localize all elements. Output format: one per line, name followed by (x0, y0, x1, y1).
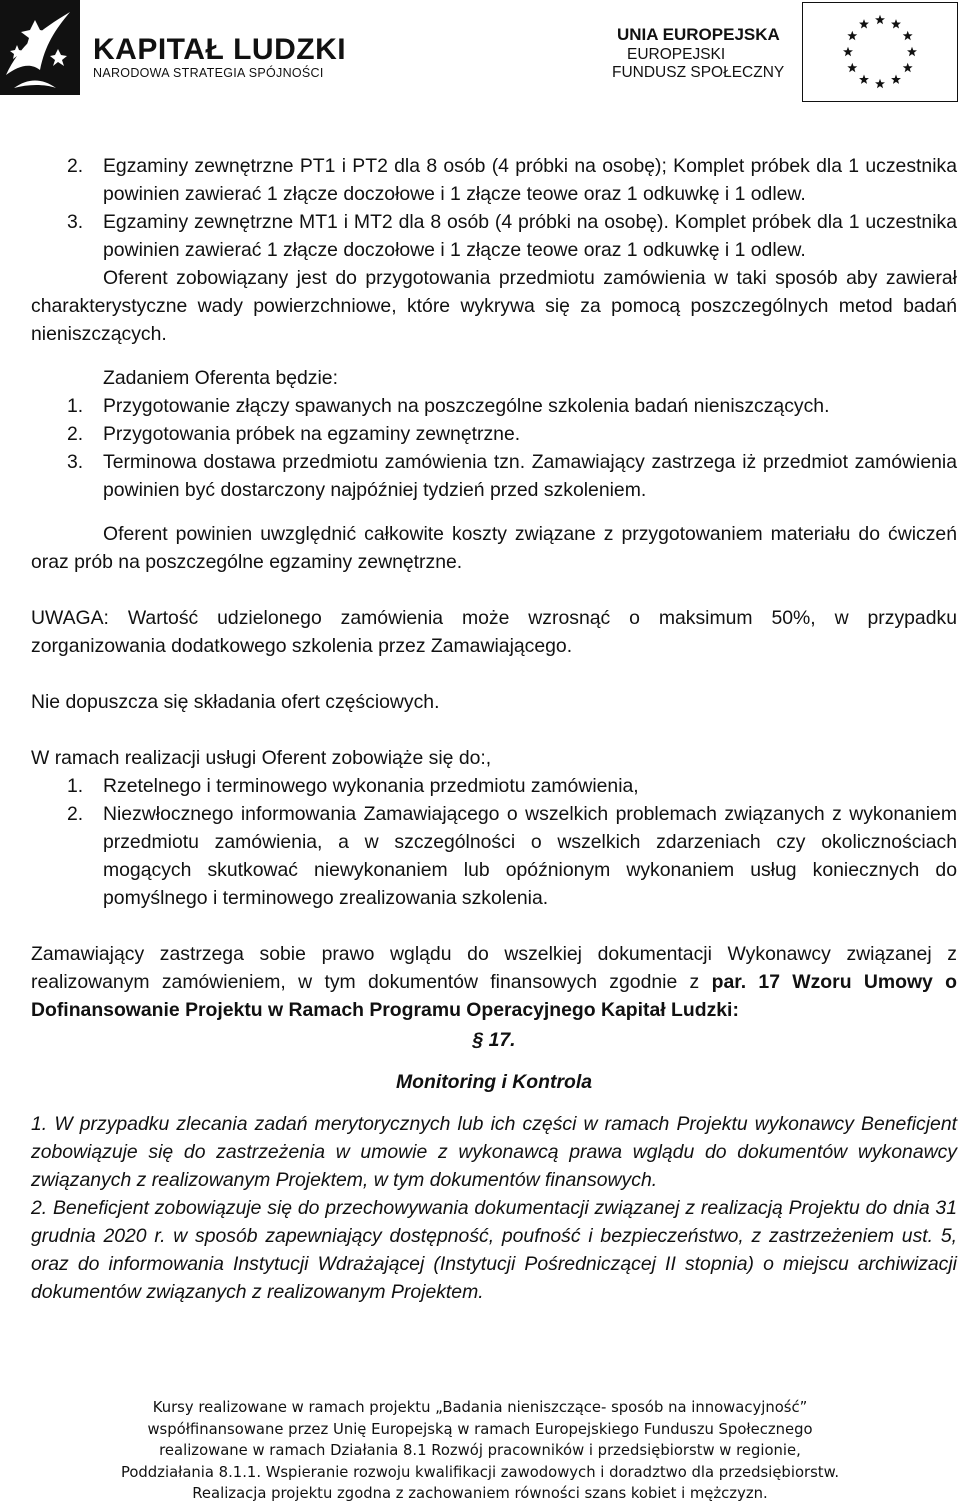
list-number: 2. (67, 423, 84, 445)
section-mark: § 17. (472, 1029, 516, 1051)
list-number: 2. (67, 803, 84, 825)
page-header (0, 0, 960, 120)
list-number: 3. (67, 211, 84, 233)
section-title: Monitoring i Kontrola (395, 1071, 593, 1093)
eu-fund-line1: EUROPEJSKI (627, 46, 726, 63)
costs-paragraph: Oferent powinien uwzględnić całkowite koszty związane z przygotowaniem materiału do ćwiczeń oraz prób na poszczególne egzaminy zewnętrzne. (31, 523, 957, 573)
list-number: 3. (67, 451, 84, 473)
tasks-heading: Zadaniem Oferenta będzie: (103, 367, 338, 389)
rights-text: Zamawiający zastrzega sobie prawo wglądu do wszelkiej dokumentacji Wykonawcy związanej z realizowanym zamówieniem, w tym dokumentów finansowych zgodnie z (31, 943, 957, 993)
list-text: Egzaminy zewnętrzne PT1 i PT2 dla 8 osób (4 próbki na osobę); Komplet próbek dla 1 uczestnika powinien zawierać 1 złącze doczołowe i 1 złącze teowe oraz 1 odkuwkę i 1 odlew. (103, 155, 957, 205)
eu-flag-icon (802, 2, 958, 102)
list-text: Terminowa dostawa przedmiotu zamówienia tzn. Zamawiający zastrzega iż przedmiot zamówienia powinien być dostarczony najpóźniej tydzień przed szkoleniem. (103, 451, 957, 501)
task-item (31, 420, 957, 448)
task-item (31, 448, 957, 504)
eu-title: UNIA EUROPEJSKA (617, 25, 780, 44)
task-item (31, 392, 957, 420)
list-text: Egzaminy zewnętrzne MT1 i MT2 dla 8 osób (4 próbki na osobę). Komplet próbek dla 1 uczestnika powinien zawierać 1 złącze doczołowe i 1 złącze teowe oraz 1 odkuwkę i 1 odlew. (103, 211, 957, 261)
document-body (31, 152, 957, 1306)
oferent-paragraph: Oferent zobowiązany jest do przygotowania przedmiotu zamówienia w taki sposób aby zawierał charakterystyczne wady powierzchniowe, które wykrywa się za pomocą poszczególnych metod badań nieniszczących. (31, 267, 957, 345)
rights-paragraph (31, 940, 957, 1024)
eu-fund-line2: FUNDUSZ SPOŁECZNY (612, 64, 785, 81)
footer-line: Kursy realizowane w ramach projektu „Badania nieniszczące- sposób na innowacyjność” (152, 1399, 808, 1416)
monitoring-point-1: 1. W przypadku zlecania zadań merytorycznych lub ich części w ramach Projektu wykonawcy Beneficjent zobowiązuje się do zastrzeżenia w umowie z wykonawcą prawa wglądu do dokumentów wykonawcy związanych z realizowanym Projektem, w tym dokumentów finansowych. (31, 1113, 957, 1191)
rights-reference: par. 17 Wzoru Umowy o Dofinansowanie Projektu w Ramach Programu Operacyjnego Kapitał Ludzki: (31, 971, 957, 1021)
exam-item (31, 152, 957, 208)
list-number: 1. (67, 395, 84, 417)
kapital-ludzki-title: KAPITAŁ LUDZKI (93, 33, 347, 66)
kapital-ludzki-subtitle: NARODOWA STRATEGIA SPÓJNOŚCI (93, 66, 324, 80)
list-text: Przygotowanie złączy spawanych na poszczególne szkolenia badań nieniszczących. (103, 395, 830, 417)
obligation-item (31, 800, 957, 912)
footer-line: Realizacja projektu zgodna z zachowaniem równości szans kobiet i mężczyzn. (192, 1485, 768, 1502)
footer-line: Poddziałania 8.1.1. Wspieranie rozwoju kwalifikacji zawodowych i doradztwo dla przedsiębiorstw. (120, 1463, 840, 1481)
exam-item (31, 208, 957, 264)
list-text: Niezwłocznego informowania Zamawiającego o wszelkich problemach związanych z wykonaniem przedmiotu zamówienia, a w szczególności o wszelkich zdarzeniach czy okolicznościach mogących skutkować niewykonaniem lub opóźnionym wykonaniem usług koniecznych do pomyślnego i terminowego zrealizowania szkolenia. (103, 803, 957, 909)
obligations-heading: W ramach realizacji usługi Oferent zobowiąże się do:, (31, 747, 492, 769)
partial-offers-paragraph: Nie dopuszcza się składania ofert częściowych. (31, 691, 440, 713)
list-number: 1. (67, 775, 84, 797)
monitoring-point-2: 2. Beneficjent zobowiązuje się do przechowywania dokumentacji związanej z realizacją Projektu do dnia 31 grudnia 2020 r. w sposób zapewniający dostępność, poufność i bezpieczeństwo, z zastrzeżeniem ust. 5, oraz do informowania Instytucji Wdrażającej (Instytucji Pośredniczącej II stopnia) o miejscu archiwizacji dokumentów związanych z realizowanym Projektem. (31, 1197, 957, 1303)
list-text: Rzetelnego i terminowego wykonania przedmiotu zamówienia, (103, 775, 639, 797)
page-footer (0, 1397, 960, 1505)
obligation-item (31, 772, 957, 800)
list-text: Przygotowania próbek na egzaminy zewnętrzne. (103, 423, 521, 445)
footer-line: współfinansowane przez Unię Europejską w ramach Europejskiego Funduszu Społecznego (147, 1420, 813, 1438)
footer-line: realizowane w ramach Działania 8.1 Rozwój pracowników i przedsiębiorstw w regionie, (159, 1442, 801, 1459)
uwaga-paragraph: UWAGA: Wartość udzielonego zamówienia może wzrosnąć o maksimum 50%, w przypadku zorganizowania dodatkowego szkolenia przez Zamawiającego. (31, 607, 957, 657)
list-number: 2. (67, 155, 84, 177)
